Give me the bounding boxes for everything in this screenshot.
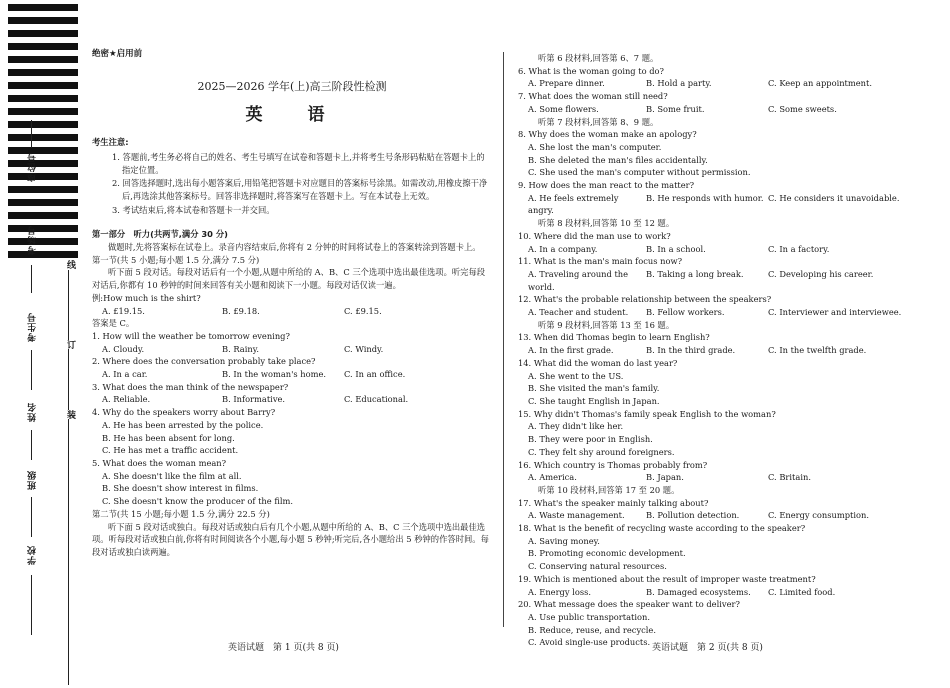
material-7-heading: 听第 7 段材料,回答第 8、9 题。 [538, 116, 659, 127]
material-10-heading: 听第 10 段材料,回答第 17 至 20 题。 [538, 484, 680, 495]
note-2: 2. 回答选择题时,选出每小题答案后,用铅笔把答题卡对应题目的答案标号涂黑。如需改动,用橡皮擦干净后,再选涂其他答案标号。回答非选择题时,将答案写在答题卡上。写在本试卷上无效。 [112, 178, 488, 201]
cut-mark-line: 线 [65, 260, 75, 269]
option: B. Taking a long break. [646, 268, 744, 279]
option: B. She deleted the man's files accidentally. [528, 154, 708, 165]
question-1: 1. How will the weather be tomorrow evening? [92, 330, 290, 341]
part1-intro: 做题时,先将答案标在试卷上。录音内容结束后,你将有 2 分钟的时间将试卷上的答案转涂到答题卡上。 [108, 242, 481, 253]
field-school: 学校 [28, 545, 38, 565]
option: B. Rainy. [222, 343, 259, 354]
option: A. In a car. [102, 369, 148, 380]
option: A. Use public transportation. [528, 611, 650, 622]
option: A. In a company. [528, 243, 598, 254]
option: C. Developing his career. [768, 268, 874, 279]
cut-mark-fold: 装 [65, 410, 75, 419]
question-19: 19. Which is mentioned about the result of improper waste treatment? [518, 573, 816, 584]
cut-mark-bind: 订 [65, 340, 75, 349]
option: C. They felt shy around foreigners. [528, 446, 675, 457]
option: A. She lost the man's computer. [528, 141, 662, 152]
option: C. Educational. [344, 394, 409, 405]
field-room-number: 考场号 [28, 225, 38, 255]
option: A. He feels extremely angry. [528, 192, 619, 216]
option: A. Waste management. [528, 510, 625, 521]
section2-intro: 听下面 5 段对话或独白。每段对话或独白后有几个小题,从题中所给的 A、B、C 三个选项中选出最佳选项。听每段对话或独白前,你将有时间阅读各个小题,每小题 5 秒钟;听完后,各小题给出 5 秒钟的作答时间。每段对话或独白读两遍。 [92, 521, 489, 557]
option: C. Limited food. [768, 586, 836, 597]
section2-heading: 第二节(共 15 小题;每小题 1.5 分,满分 22.5 分) [92, 508, 270, 519]
option: A. Traveling around the world. [528, 268, 629, 292]
option: B. Reduce, reuse, and recycle. [528, 624, 656, 635]
question-12: 12. What's the probable relationship between the speakers? [518, 294, 772, 305]
page-1-footer: 英语试题 第 1 页(共 8 页) [228, 643, 339, 653]
option: B. Fellow workers. [646, 307, 725, 318]
option: B. Pollution detection. [646, 510, 740, 521]
option: C. She taught English in Japan. [528, 395, 660, 406]
question-7-options [518, 103, 918, 116]
section1-heading: 第一节(共 5 小题;每小题 1.5 分,满分 7.5 分) [92, 254, 260, 265]
question-20: 20. What message does the speaker want to deliver? [518, 599, 740, 610]
question-14: 14. What did the woman do last year? [518, 357, 678, 368]
question-5: 5. What does the woman mean? [92, 457, 227, 468]
option: C. Windy. [344, 343, 384, 354]
question-6-options [518, 77, 918, 90]
option: C. Conserving natural resources. [528, 561, 667, 572]
question-4: 4. Why do the speakers worry about Barry? [92, 407, 276, 418]
option: B. £9.18. [222, 305, 260, 316]
question-2: 2. Where does the conversation probably take place? [92, 356, 316, 367]
binding-margin [0, 0, 80, 688]
question-17: 17. What's the speaker mainly talking about? [518, 497, 709, 508]
exam-title: 2025—2026 学年(上)高三阶段性检测 [197, 79, 387, 93]
confidential-mark: 绝密★启用前 [92, 49, 143, 59]
note-3: 3. 考试结束后,将本试卷和答题卡一并交回。 [112, 204, 275, 215]
option: B. In the woman's home. [222, 369, 327, 380]
option: B. Japan. [646, 472, 684, 483]
field-seat-number: 座位号 [28, 152, 38, 182]
question-9-options [518, 192, 918, 217]
question-3-options [92, 393, 492, 406]
option: B. Damaged ecosystems. [646, 586, 751, 597]
class-blank[interactable] [31, 497, 32, 537]
candidate-number-blank[interactable] [31, 350, 32, 390]
field-name: 姓名 [28, 402, 38, 422]
question-16: 16. Which country is Thomas probably from? [518, 459, 708, 470]
question-1-options [92, 343, 492, 356]
option: B. Informative. [222, 394, 286, 405]
option: C. In a factory. [768, 243, 830, 254]
material-6-heading: 听第 6 段材料,回答第 6、7 题。 [538, 53, 659, 63]
option: B. They were poor in English. [528, 434, 653, 445]
question-15: 15. Why didn't Thomas's family speak English to the woman? [518, 408, 776, 419]
option: A. America. [528, 472, 577, 483]
option: C. She used the man's computer without permission. [528, 167, 751, 178]
option: B. She doesn't show interest in films. [102, 483, 259, 494]
question-3: 3. What does the man think of the newspaper? [92, 381, 289, 392]
barcode-stripes [8, 4, 78, 274]
option: B. Some fruit. [646, 103, 705, 114]
question-11-options [518, 268, 918, 293]
example-answer: 答案是 C。 [92, 318, 135, 329]
option: A. £19.15. [102, 305, 145, 316]
question-9: 9. How does the man react to the matter? [518, 180, 695, 191]
question-8: 8. Why does the woman make an apology? [518, 129, 697, 140]
option: C. Avoid single-use products. [528, 637, 651, 648]
subject-title: 英 语 [245, 105, 339, 126]
option: C. In an office. [344, 369, 406, 380]
option: B. He has been absent for long. [102, 432, 235, 443]
notes-heading: 考生注意: [92, 137, 129, 148]
option: A. Some flowers. [528, 103, 599, 114]
example-options [92, 305, 492, 318]
option: B. In the third grade. [646, 345, 736, 356]
option: C. He has met a traffic accident. [102, 445, 239, 456]
option: B. Hold a party. [646, 78, 712, 89]
material-9-heading: 听第 9 段材料,回答第 13 至 16 题。 [538, 319, 675, 330]
option: C. Interviewer and interviewee. [768, 307, 902, 318]
page-2-footer: 英语试题 第 2 页(共 8 页) [652, 643, 763, 653]
page-divider [503, 52, 504, 627]
option: A. She went to the US. [528, 370, 624, 381]
question-13-options [518, 344, 918, 357]
option: A. Reliable. [102, 394, 151, 405]
option: A. He has been arrested by the police. [102, 419, 264, 430]
option: B. In a school. [646, 243, 706, 254]
option: C. Britain. [768, 472, 811, 483]
option: A. She doesn't like the film at all. [102, 470, 242, 481]
section1-intro: 听下面 5 段对话。每段对话后有一个小题,从题中所给的 A、B、C 三个选项中选出最佳选项。听完每段对话后,你都有 10 秒钟的时间来回答有关小题和阅读下一小题。每段对话仅读一遍。 [92, 267, 486, 291]
option: C. He considers it unavoidable. [768, 192, 900, 203]
field-class: 班级 [28, 470, 38, 490]
option: C. In the twelfth grade. [768, 345, 867, 356]
option: B. He responds with humor. [646, 192, 764, 203]
question-6: 6. What is the woman going to do? [518, 65, 664, 76]
page-1 [92, 48, 492, 559]
option: C. £9.15. [344, 305, 382, 316]
option: A. Prepare dinner. [528, 78, 605, 89]
question-10-options [518, 243, 918, 256]
option: C. Keep an appointment. [768, 78, 872, 89]
school-blank[interactable] [31, 575, 32, 635]
name-blank[interactable] [31, 430, 32, 460]
question-19-options [518, 586, 918, 599]
question-10: 10. Where did the man use to work? [518, 230, 671, 241]
example-question: 例:How much is the shirt? [92, 292, 201, 303]
question-13: 13. When did Thomas begin to learn English? [518, 332, 710, 343]
option: A. Teacher and student. [528, 307, 629, 318]
question-18: 18. What is the benefit of recycling waste according to the speaker? [518, 523, 806, 534]
option: A. In the first grade. [528, 345, 614, 356]
option: A. Cloudy. [102, 343, 145, 354]
question-16-options [518, 471, 918, 484]
material-8-heading: 听第 8 段材料,回答第 10 至 12 题。 [538, 218, 675, 229]
option: A. Saving money. [528, 535, 600, 546]
option: C. Energy consumption. [768, 510, 869, 521]
cut-line [68, 270, 69, 685]
question-7: 7. What does the woman still need? [518, 91, 668, 102]
question-17-options [518, 509, 918, 522]
question-12-options [518, 306, 918, 319]
seat-number-blank[interactable] [31, 120, 32, 148]
option: A. They didn't like her. [528, 421, 624, 432]
part1-heading: 第一部分 听力(共两节,满分 30 分) [92, 229, 228, 240]
field-candidate-number: 考生号 [28, 312, 38, 342]
question-2-options [92, 368, 492, 381]
question-11: 11. What is the man's main focus now? [518, 256, 683, 267]
page-2 [518, 52, 918, 649]
option: B. She visited the man's family. [528, 383, 660, 394]
option: A. Energy loss. [528, 586, 591, 597]
option: C. Some sweets. [768, 103, 837, 114]
room-number-blank[interactable] [31, 265, 32, 293]
option: C. She doesn't know the producer of the film. [102, 496, 294, 507]
note-1: 1. 答题前,考生务必将自己的姓名、考生号填写在试卷和答题卡上,并将考生号条形码粘贴在答题卡上的指定位置。 [112, 151, 485, 175]
option: B. Promoting economic development. [528, 548, 686, 559]
